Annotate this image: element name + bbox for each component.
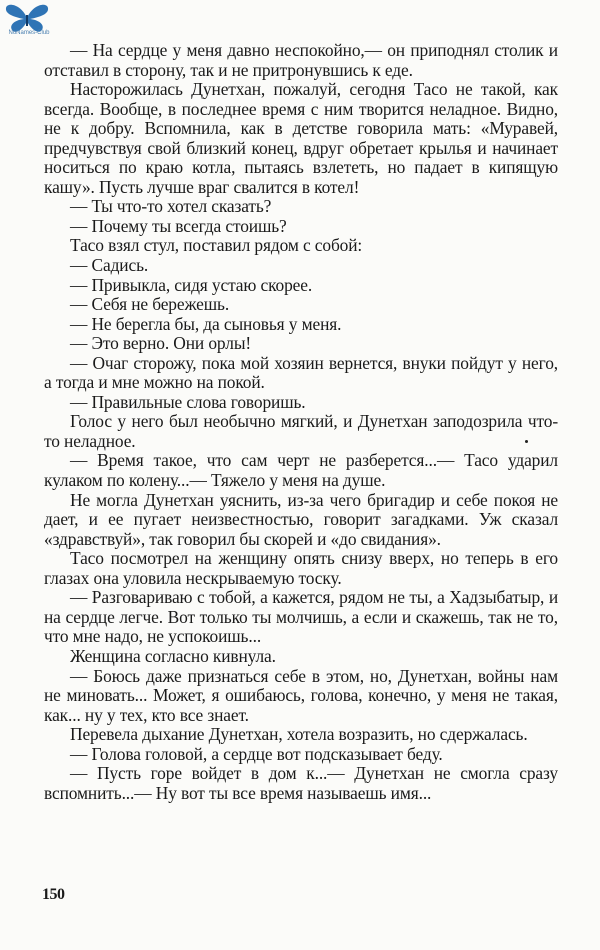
paragraph: Тасо посмотрел на женщину опять снизу вверх, но теперь в его глазах она уловила нескрываемую тоску. [44,548,558,588]
paragraph: — Боюсь даже признаться себе в этом, но, Дунетхан, войны нам не миновать... Может, я ошибаюсь, голова, конечно, у меня не такая, как... ну у тех, кто все знает. [44,665,558,725]
paragraph: — Садись. [70,255,149,276]
paragraph: — Привыкла, сидя устаю скорее. [70,274,313,295]
paragraph: — Разговариваю с тобой, а кажется, рядом не ты, а Хадзыбатыр, и на сердце легче. Вот только ты молчишь, а если и скажешь, так не то, что мне надо, не успокоишь... [44,587,558,647]
logo-text: NoNames-Club [8,30,50,36]
paragraph: — Пусть горе войдет в дом к...— Дунетхан не смогла сразу вспомнить...— Ну вот ты все время называешь имя... [44,763,558,803]
paragraph: Тасо взял стул, поставил рядом с собой: [70,235,363,256]
paragraph: Женщина согласно кивнула. [70,645,276,666]
paragraph: — Себя не бережешь. [70,294,230,315]
paragraph: — Ты что-то хотел сказать? [70,196,272,217]
paragraph: Насторожилась Дунетхан, пожалуй, сегодня Тасо не такой, как всегда. Вообще, в последнее время с ним творится неладное. Видно, не к добру. Вспомнила, как в детстве говорила мать: «Муравей, предчувствуя свой близкий конец, вдруг обретает крылья и начинает носиться по краю котла, пытаясь взлететь, но падает в кипящую кашу». Пусть лучше враг свалится в котел! [44,79,558,197]
paragraph: — Голова головой, а сердце вот подсказывает беду. [70,743,443,764]
paragraph: Голос у него был необычно мягкий, и Дунетхан заподозрила что-то неладное. [44,411,558,451]
paragraph: — Очаг сторожу, пока мой хозяин вернется, внуки пойдут у него, а тогда и мне можно на покой. [44,352,558,393]
page-number: 150 [42,886,65,903]
paragraph: Перевела дыхание Дунетхан, хотела возразить, но сдержалась. [70,724,528,745]
paragraph: — На сердце у меня давно неспокойно,— он приподнял столик и отставил в сторону, так и не притронувшись к еде. [44,40,558,80]
print-speck [525,440,528,443]
page-body [44,41,558,803]
paragraph: — Правильные слова говоришь. [70,391,306,412]
paragraph: — Время такое, что сам черт не разберется...— Тасо ударил кулаком по колену...— Тяжело у меня на душе. [44,450,558,491]
paragraph: — Это верно. Они орлы! [70,333,252,354]
paragraph: — Почему ты всегда стоишь? [70,215,287,236]
paragraph: Не могла Дунетхан уяснить, из-за чего бригадир и себе покоя не дает, и ее пугает неизвестностью, говорит загадками. Уж сказал «здравствуй», так говорил бы скорей и «до свидания». [44,489,558,549]
paragraph: — Не берегла бы, да сыновья у меня. [70,313,342,334]
